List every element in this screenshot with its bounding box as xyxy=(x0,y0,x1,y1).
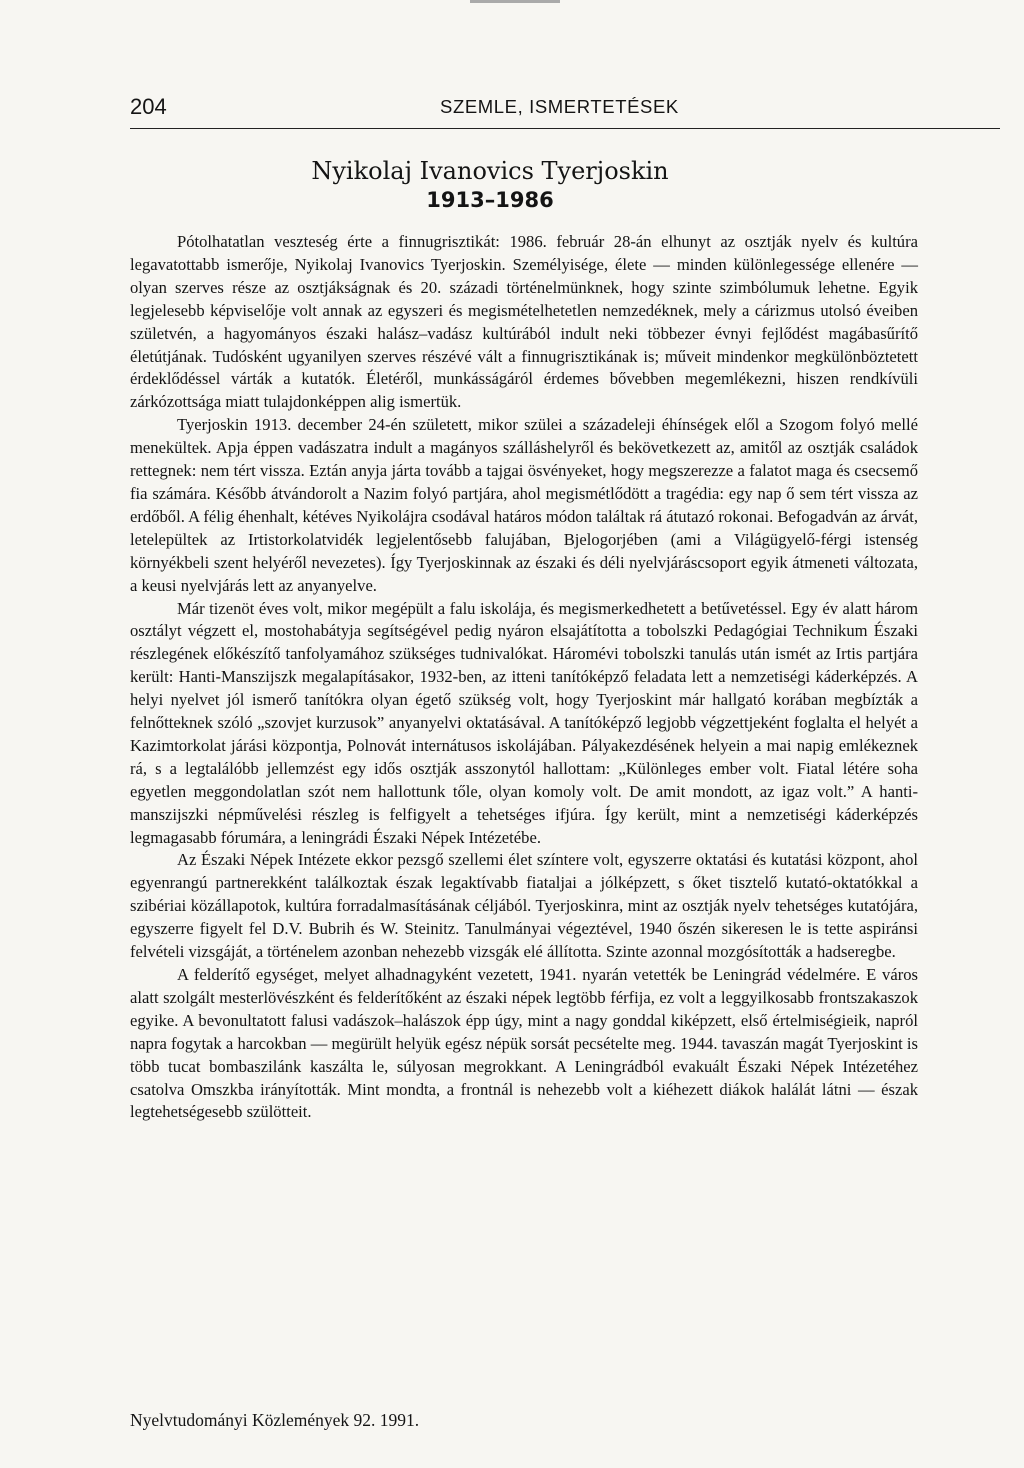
running-head: SZEMLE, ISMERTETÉSEK xyxy=(440,96,679,117)
article-years: 1913–1986 xyxy=(426,188,554,212)
scan-edge-mark xyxy=(470,0,560,3)
paragraph: Tyerjoskin 1913. december 24-én született, mikor szülei a századeleji éhínségek elől a Szogom folyó mellé menekültek. Apja éppen vadászatra indult a magányos szálláshelyről és bekövetkezett az, amitől az osztják családok rettegnek: nem tért vissza. Eztán anyja járta tovább a tajgai ösvényeket, hogy megszerezze a falatot maga és csecsemő fia számára. Később átvándorolt a Nazim folyó partjára, ahol megismétlődött a tragédia: egy nap ő sem tért vissza az erdőből. A félig éhenhalt, kétéves Nyikolájra csodával határos módon találtak rá átutazó rokonai. Befogadván az árvát, letelepültek az Irtistorkolatvidék legjelentősebb falujában, Bjelogorjében (ami a Világügyelő-férgi istenség környékbeli szent helyéről nevezetes). Így Tyerjoskinnak az északi és déli nyelvjáráscsoport egyik átmeneti változata, a keusi nyelvjárás lett az anyanyelve. xyxy=(130,415,918,595)
paragraph: Az Északi Népek Intézete ekkor pezsgő szellemi élet színtere volt, egyszerre oktatási és kutatási központ, ahol egyenrangú partnerekként találkoztak észak legaktívabb fiataljai a jólképzett, s őket tisztelő kutató-oktatókkal a szibériai közállapotok, kultúra forradalmasításának céljából. Tyerjoskinra, mint az osztják nyelv tehetséges kutatójára, egyszerre figyelt fel D.V. Bubrih és W. Steinitz. Tanulmányai végeztével, 1940 őszén sikeresen le is tette aspiránsi felvételi vizsgáját, a történelem azonban nehezebb vizsgák elé állította. Szinte azonnal mozgósították a hadseregbe. xyxy=(130,850,918,962)
article-body xyxy=(130,231,918,1124)
paragraph: Már tizenöt éves volt, mikor megépült a falu iskolája, és megismerkedhetett a betűvetéssel. Egy év alatt három osztályt végzett el, mostohabátyja segítségével pedig nyáron elsajátította a tobolszki Pedagógiai Technikum Északi részlegének előkészítő tanfolyamához szükséges tudnivalókat. Háromévi tobolszki tanulás után ismét az Irtis partjára került: Hanti-Manszijszk megalapításakor, 1932-ben, az itteni tanítóképző feladata lett a nemzetiségi káderképzés. A helyi nyelvet jól ismerő tanítókra olyan égető szükség volt, hogy Tyerjoskint már hallgató korában megbízták a felnőtteknek szóló „szovjet kurzusok” anyanyelvi oktatásával. A tanítóképző legjobb végzettjeként foglalta el helyét a Kazimtorkolat járási központja, Polnovát internátusos iskolájában. Pályakezdésének helyein a mai napig emlékeznek rá, s a legtalálóbb jellemzést egy idős osztják asszonytól hallottam: „Különleges ember volt. Fiatal létére soha egyetlen meggondolatlan szót nem hallottunk tőle, olyan komoly volt. De amit mondott, az igaz volt.” A hanti-manszijszki népművelési részleg is felfigyelt a tehetséges ifjúra. Így került, mint a nemzetiségi káderképzés legmagasabb fórumára, a leningrádi Északi Népek Intézetébe. xyxy=(130,598,918,847)
footer-citation: Nyelvtudományi Közlemények 92. 1991. xyxy=(130,1410,420,1430)
page-number: 204 xyxy=(130,94,167,119)
paragraph: Pótolhatatlan veszteség érte a finnugrisztikát: 1986. február 28-án elhunyt az osztják nyelv és kultúra legavatottabb ismerője, Nyikolaj Ivanovics Tyerjoskin. Személyisége, élete — minden különlegessége ellenére — olyan szerves része az osztjákságnak és 20. századi történelmünknek, hogy szinte szimbólumuk lehetne. Egyik legjelesebb képviselője volt annak az egyszeri és megismételhetetlen nemzedéknek, mely a cárizmus utolsó éveiben születvén, a hagyományos északi halász–vadász kultúrából indult neki többezer évnyi fejlődést magábasűrítő életútjának. Tudósként ugyanilyen szerves részévé vált a finnugrisztikának is; műveit mindenkor megkülönböztetett érdeklődéssel várták a kutatók. Életéről, munkásságáról érdemes bővebben megemlékezni, hiszen rendkívüli zárkózottsága miatt tulajdonképpen alig ismertük. xyxy=(130,232,918,412)
page-header xyxy=(130,94,1000,129)
article-title: Nyikolaj Ivanovics Tyerjoskin xyxy=(311,157,669,185)
paragraph: A felderítő egységet, melyet alhadnagyként vezetett, 1941. nyarán vetették be Leningrád védelmére. E város alatt szolgált mesterlövészként és felderítőként az északi népek legtöbb férfija, ez volt a leggyilkosabb frontszakaszok egyike. A bevonultatott falusi vadászok–halászok épp úgy, mint a nagy gonddal kiképzett, első értelmiségieik, napról napra fogytak a harcokban — megürült helyük egész népük sorsát pecsételte meg. 1944. tavaszán magát Tyerjoskint is több tucat bombaszilánk kaszálta le, súlyosan megrokkant. A Leningrádból evakuált Északi Népek Intézetéhez csatolva Omszkba irányították. Mint mondta, a frontnál is nehezebb volt a kiéhezett diákok halálát látni — észak legtehetségesebb szülötteit. xyxy=(130,965,918,1122)
